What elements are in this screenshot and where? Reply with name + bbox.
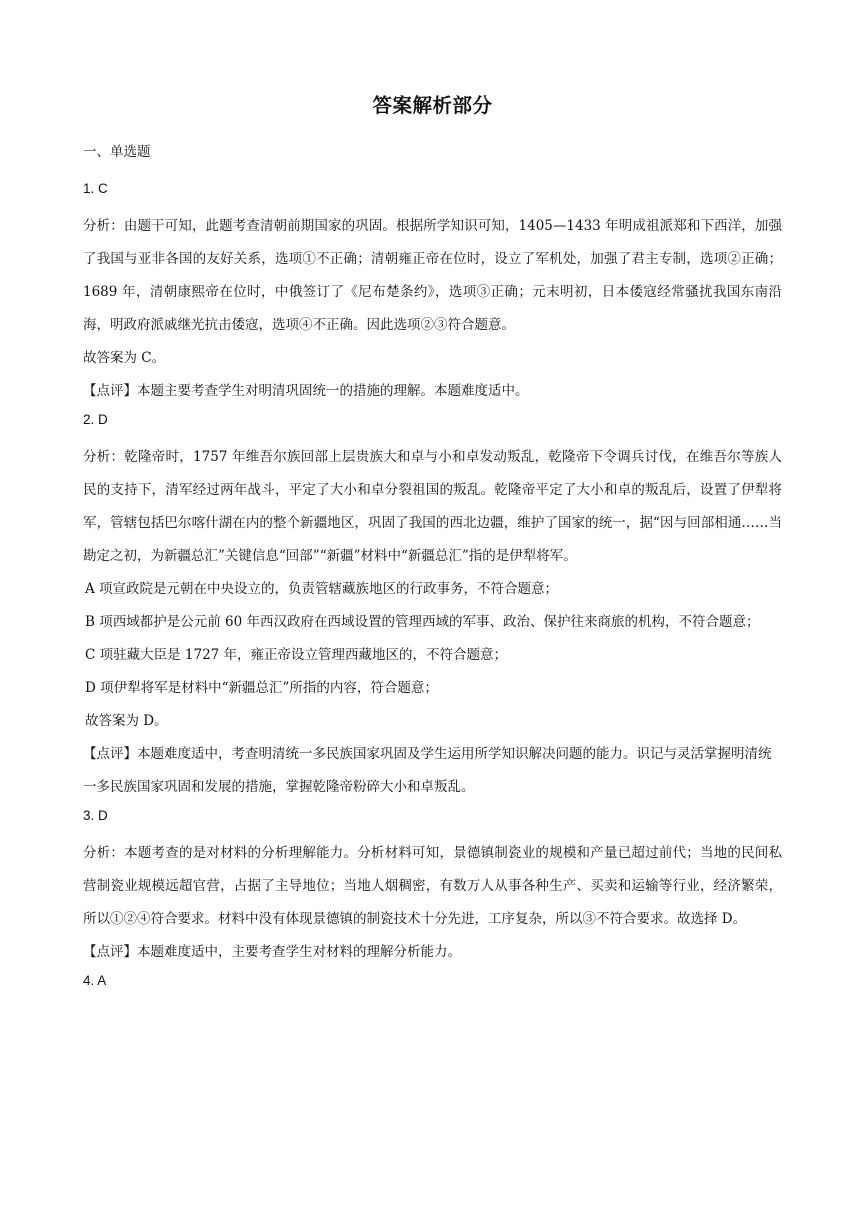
- question-number: 3. D: [83, 808, 108, 823]
- question-2: [83, 408, 782, 804]
- question-3: [83, 804, 782, 969]
- option-a: A 项宣政院是元朝在中央设立的，负责管辖藏族地区的行政事务，不符合题意；: [85, 581, 559, 597]
- question-analysis: 分析：本题考查的是对材料的分析理解能力。分析材料可知，景德镇制瓷业的规模和产量已超过前代；当地的民间私营制瓷业规模远超官营，占据了主导地位；当地人烟稠密，有数万人从事各种生产、买卖和运输等行业，经济繁荣，所以①②④符合要求。材料中没有体现景德镇的制瓷技术十分先进，工序复杂，所以③不符合要求。故选择 D。: [83, 845, 782, 927]
- question-number: 1. C: [83, 181, 108, 196]
- question-4: [83, 969, 782, 993]
- question-analysis: 分析：乾隆帝时，1757 年维吾尔族回部上层贵族大和卓与小和卓发动叛乱，乾隆帝下令调兵讨伐，在维吾尔等族人民的支持下，清军经过两年战斗，平定了大小和卓分裂祖国的叛乱。乾隆帝平定了大小和卓的叛乱后，设置了伊犁将军，管辖包括巴尔喀什湖在内的整个新疆地区，巩固了我国的西北边疆，维护了国家的统一，据“因与回部相通……当勘定之初，为新疆总汇”关键信息“回部”“新疆”材料中“新疆总汇”指的是伊犁将军。: [83, 449, 782, 564]
- section-heading: 一、单选题: [83, 144, 151, 160]
- question-comment: 【点评】本题难度适中，主要考查学生对材料的理解分析能力。: [83, 944, 461, 960]
- option-c: C 项驻藏大臣是 1727 年，雍正帝设立管理西藏地区的，不符合题意；: [85, 647, 508, 663]
- question-number: 4. A: [83, 973, 107, 988]
- question-analysis: 分析：由题干可知，此题考查清朝前期国家的巩固。根据所学知识可知，1405—1433 年明成祖派郑和下西洋，加强了我国与亚非各国的友好关系，选项①不正确；清朝雍正帝在位时，设立了军机处，加强了君主专制，选项②正确；1689 年，清朝康熙帝在位时，中俄签订了《尼布楚条约》，选项③正确；元末明初，日本倭寇经常骚扰我国东南沿海，明政府派戚继光抗击倭寇，选项④不正确。因此选项②③符合题意。: [83, 218, 782, 333]
- option-d: D 项伊犁将军是材料中“新疆总汇”所指的内容，符合题意；: [85, 680, 438, 696]
- option-b: B 项西域都护是公元前 60 年西汉政府在西域设置的管理西域的军事、政治、保护往来商旅的机构，不符合题意；: [85, 614, 760, 630]
- answer-line: 故答案为 C。: [83, 350, 166, 366]
- page-title: 答案解析部分: [372, 94, 493, 117]
- answer-line: 故答案为 D。: [85, 713, 168, 729]
- question-1: [83, 177, 782, 408]
- question-comment: 【点评】本题难度适中，考查明清统一多民族国家巩固及学生运用所学知识解决问题的能力。识记与灵活掌握明清统一多民族国家巩固和发展的措施，掌握乾隆帝粉碎大小和卓叛乱。: [83, 746, 772, 795]
- question-comment: 【点评】本题主要考查学生对明清巩固统一的措施的理解。本题难度适中。: [83, 383, 529, 399]
- question-number: 2. D: [83, 412, 108, 427]
